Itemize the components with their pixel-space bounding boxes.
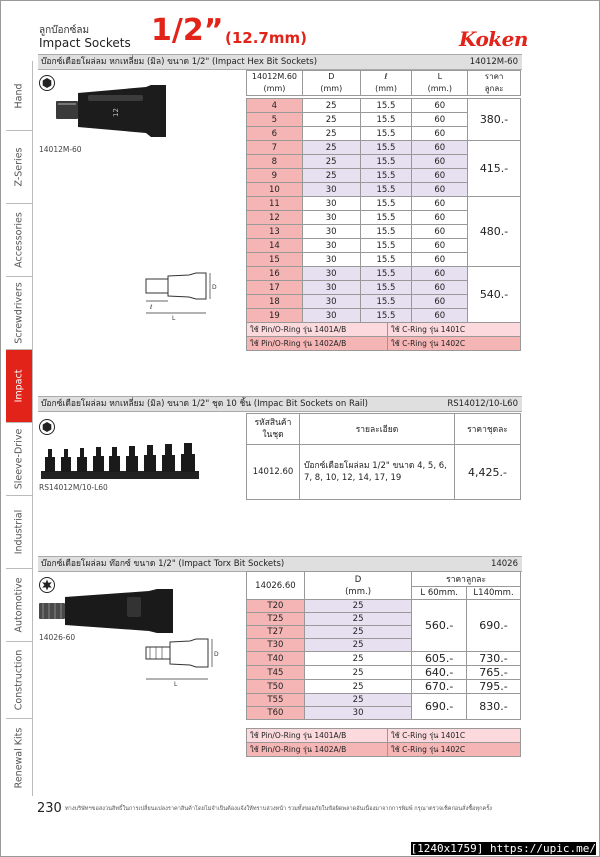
hex-dim-cell: 60: [412, 155, 468, 169]
hex-size-cell: 11: [247, 197, 303, 211]
hex-dim-cell: 30: [302, 225, 360, 239]
tab-sleeve-drive[interactable]: Sleeve-Drive: [6, 423, 32, 496]
hex-dim-cell: 15.5: [360, 197, 412, 211]
torx-price-l60: 560.-: [412, 600, 467, 652]
torx-size-cell: T25: [247, 613, 305, 626]
hex-icon: [39, 75, 55, 91]
hex-dim-cell: 15.5: [360, 239, 412, 253]
torx-dimension-diagram: [134, 637, 226, 687]
svg-text:D: D: [212, 284, 217, 291]
hex-dim-cell: 15.5: [360, 211, 412, 225]
rail-hex-icon: [39, 419, 55, 435]
tab-hand[interactable]: Hand: [6, 61, 32, 131]
header-en-title: Impact Sockets: [39, 36, 131, 50]
hex-dim-cell: 60: [412, 267, 468, 281]
tab-impact[interactable]: Impact: [6, 350, 32, 423]
hex-dim-cell: 15.5: [360, 127, 412, 141]
torx-d-cell: 25: [304, 652, 411, 666]
hex-size-cell: 5: [247, 113, 303, 127]
hex-size-cell: 16: [247, 267, 303, 281]
hex-dimension-diagram: [134, 271, 226, 321]
torx-size-cell: T45: [247, 666, 305, 680]
hex-dim-cell: 60: [412, 169, 468, 183]
torx-price-l140: 795.-: [467, 680, 521, 694]
hex-section-code: 14012M-60: [469, 57, 518, 67]
svg-text:L: L: [174, 681, 178, 687]
torx-socket-photo: [39, 587, 179, 637]
torx-header-d: D (mm.): [304, 572, 411, 600]
tab-z-series[interactable]: Z-Series: [6, 131, 32, 204]
hex-size-cell: 7: [247, 141, 303, 155]
hex-header-size: 14012M.60 (mm): [247, 71, 303, 96]
hex-dim-cell: 15.5: [360, 281, 412, 295]
hex-dim-cell: 15.5: [360, 99, 412, 113]
hex-dim-cell: 15.5: [360, 183, 412, 197]
torx-d-cell: 25: [304, 626, 411, 639]
torx-size-cell: T20: [247, 600, 305, 613]
torx-price-l140: 730.-: [467, 652, 521, 666]
torx-table-row: [247, 600, 521, 613]
torx-header-price: ราคาลูกละ: [412, 572, 521, 587]
hex-dim-cell: 60: [412, 183, 468, 197]
hex-spec-body: [246, 98, 521, 323]
hex-size-cell: 14: [247, 239, 303, 253]
hex-price-cell: 380.-: [468, 99, 521, 141]
hex-dim-cell: 15.5: [360, 267, 412, 281]
hex-size-cell: 10: [247, 183, 303, 197]
hex-dim-cell: 30: [302, 309, 360, 323]
rail-photo-caption: RS14012M/10-L60: [39, 483, 108, 492]
rail-section-code: RS14012/10-L60: [447, 399, 518, 409]
torx-header-l60: L 60mm.: [412, 587, 467, 600]
svg-text:L: L: [172, 315, 176, 321]
torx-price-l140: 830.-: [467, 694, 521, 720]
torx-d-cell: 25: [304, 666, 411, 680]
hex-dim-cell: 30: [302, 239, 360, 253]
torx-price-l60: 605.-: [412, 652, 467, 666]
hex-dim-cell: 60: [412, 141, 468, 155]
torx-d-cell: 30: [304, 707, 411, 720]
torx-header-l140: L140mm.: [467, 587, 521, 600]
torx-price-l140: 765.-: [467, 666, 521, 680]
hex-dim-cell: 30: [302, 295, 360, 309]
brand-logo: Koken: [459, 27, 528, 51]
svg-text:12: 12: [112, 108, 120, 117]
torx-price-l60: 690.-: [412, 694, 467, 720]
hex-oring-1a: ใช้ Pin/O-Ring รุ่น 1401A/B: [247, 323, 388, 337]
hex-dim-cell: 60: [412, 281, 468, 295]
hex-header-l: L (mm.): [412, 71, 468, 96]
svg-text:D: D: [214, 651, 219, 658]
hex-dim-cell: 25: [302, 99, 360, 113]
svg-text:ℓ: ℓ: [150, 304, 153, 311]
hex-dim-cell: 30: [302, 267, 360, 281]
footer-disclaimer: ทางบริษัทฯขอสงวนสิทธิ์ในการเปลี่ยนแปลงราคาสินค้าโดยไม่จำเป็นต้องแจ้งให้ทราบล่วงหน้า รวมทั้งขออภัยในข้อผิดพลาดอันเนื่องมาจากการพิมพ์ กรุณาตรวจเช็คก่อนสั่งซื้อทุกครั้ง: [65, 806, 492, 812]
hex-oring-1b: ใช้ C-Ring รุ่น 1401C: [388, 323, 521, 337]
hex-size-cell: 13: [247, 225, 303, 239]
hex-table-row: [247, 267, 521, 281]
hex-dim-cell: 30: [302, 281, 360, 295]
torx-size-cell: T55: [247, 694, 305, 707]
hex-dim-cell: 30: [302, 183, 360, 197]
tab-industrial[interactable]: Industrial: [6, 496, 32, 569]
rail-header-code: รหัสสินค้า ในชุด: [247, 414, 300, 445]
hex-dim-cell: 15.5: [360, 309, 412, 323]
hex-dim-cell: 25: [302, 141, 360, 155]
hex-price-cell: 480.-: [468, 197, 521, 267]
tab-screwdrivers[interactable]: Screwdrivers: [6, 277, 32, 350]
hex-dim-cell: 60: [412, 239, 468, 253]
hex-size-cell: 19: [247, 309, 303, 323]
torx-oring-1b: ใช้ C-Ring รุ่น 1401C: [388, 729, 521, 743]
page-number: 230: [37, 801, 62, 816]
hex-size-cell: 8: [247, 155, 303, 169]
torx-size-cell: T40: [247, 652, 305, 666]
hex-dim-cell: 15.5: [360, 141, 412, 155]
torx-d-cell: 25: [304, 694, 411, 707]
torx-size-cell: T50: [247, 680, 305, 694]
torx-d-cell: 25: [304, 680, 411, 694]
hex-header-row: [247, 71, 521, 96]
hex-price-cell: 540.-: [468, 267, 521, 323]
hex-price-cell: 415.-: [468, 141, 521, 197]
rail-price: 4,425.-: [455, 445, 521, 500]
hex-dim-cell: 15.5: [360, 113, 412, 127]
rail-item-detail: [300, 445, 455, 500]
hex-size-cell: 4: [247, 99, 303, 113]
hex-dim-cell: 60: [412, 113, 468, 127]
hex-table-row: [247, 99, 521, 113]
torx-price-l60: 670.-: [412, 680, 467, 694]
hex-dim-cell: 15.5: [360, 253, 412, 267]
hex-table-row: [247, 141, 521, 155]
rail-detail-line2: 7, 8, 10, 12, 14, 17, 19: [304, 473, 402, 483]
hex-dim-cell: 30: [302, 253, 360, 267]
hex-dim-cell: 60: [412, 253, 468, 267]
rail-section-bar: [38, 396, 522, 412]
hex-dim-cell: 60: [412, 99, 468, 113]
header-size: 1/2”: [151, 13, 224, 48]
torx-oring-2a: ใช้ Pin/O-Ring รุ่น 1402A/B: [247, 743, 388, 757]
torx-photo-caption: 14026-60: [39, 633, 76, 642]
rail-header-detail: รายละเอียด: [300, 414, 455, 445]
hex-socket-photo: [56, 79, 176, 147]
hex-dim-cell: 60: [412, 225, 468, 239]
rail-set-photo: [41, 441, 201, 483]
rail-item-code: 14012.60: [247, 445, 300, 500]
header-size-mm: (12.7mm): [225, 29, 307, 47]
hex-oring-2a: ใช้ Pin/O-Ring รุ่น 1402A/B: [247, 337, 388, 351]
tab-automotive[interactable]: Automotive: [6, 569, 32, 642]
hex-section-title: บ๊อกซ์เดือยโผล่ลม หกเหลี่ยม (มิล) ขนาด 1/2" (Impact Hex Bit Sockets): [41, 57, 318, 67]
hex-dim-cell: 15.5: [360, 225, 412, 239]
hex-size-cell: 12: [247, 211, 303, 225]
torx-d-cell: 25: [304, 600, 411, 613]
torx-oring-1a: ใช้ Pin/O-Ring รุ่น 1401A/B: [247, 729, 388, 743]
hex-dim-cell: 25: [302, 155, 360, 169]
hex-header-l-small: ℓ (mm): [360, 71, 412, 96]
torx-price-l140: 690.-: [467, 600, 521, 652]
torx-oring-2b: ใช้ C-Ring รุ่น 1402C: [388, 743, 521, 757]
hex-dim-cell: 60: [412, 127, 468, 141]
torx-table-row: [247, 694, 521, 707]
hex-dim-cell: 30: [302, 197, 360, 211]
hex-dim-cell: 15.5: [360, 169, 412, 183]
hex-table-row: [247, 197, 521, 211]
hex-photo-caption: 14012M-60: [39, 145, 82, 154]
hex-size-cell: 18: [247, 295, 303, 309]
torx-table-row: [247, 666, 521, 680]
hex-header-d: D (mm): [302, 71, 360, 96]
torx-table-row: [247, 652, 521, 666]
torx-d-cell: 25: [304, 639, 411, 652]
hex-size-cell: 6: [247, 127, 303, 141]
tab-accessories[interactable]: Accessories: [6, 204, 32, 277]
hex-dim-cell: 15.5: [360, 155, 412, 169]
rail-spec-table: [246, 413, 521, 500]
hex-oring-table: [246, 322, 521, 351]
watermark: [1240x1759] https://upic.me/: [410, 842, 596, 855]
tab-construction[interactable]: Construction: [6, 642, 32, 719]
hex-dim-cell: 25: [302, 169, 360, 183]
torx-oring-table: [246, 728, 521, 757]
torx-size-cell: T27: [247, 626, 305, 639]
hex-size-cell: 17: [247, 281, 303, 295]
header-thai-title: ลูกบ๊อกซ์ลม: [39, 25, 90, 36]
torx-price-l60: 640.-: [412, 666, 467, 680]
torx-table-row: [247, 680, 521, 694]
torx-section-bar: [38, 556, 522, 572]
hex-dim-cell: 15.5: [360, 295, 412, 309]
category-tabs: [6, 61, 32, 796]
rail-detail-line1: บ๊อกซ์เดือยโผล่ลม 1/2" ขนาด 4, 5, 6,: [304, 461, 447, 471]
hex-oring-2b: ใช้ C-Ring รุ่น 1402C: [388, 337, 521, 351]
rail-header-price: ราคาชุดละ: [455, 414, 521, 445]
hex-spec-table: [246, 70, 521, 96]
hex-dim-cell: 60: [412, 295, 468, 309]
hex-dim-cell: 60: [412, 309, 468, 323]
hex-size-cell: 9: [247, 169, 303, 183]
hex-dim-cell: 25: [302, 127, 360, 141]
tab-divider: [32, 61, 33, 796]
torx-section-title: บ๊อกซ์เดือยโผล่ลม ท๊อกซ์ ขนาด 1/2" (Impact Torx Bit Sockets): [41, 559, 285, 569]
hex-section-bar: [38, 54, 522, 70]
rail-section-title: บ๊อกซ์เดือยโผล่ลม หกเหลี่ยม (มิล) ขนาด 1/2" ชุด 10 ชิ้น (Impac Bit Sockets on Rail): [41, 399, 368, 409]
torx-section-code: 14026: [490, 559, 518, 569]
hex-dim-cell: 30: [302, 211, 360, 225]
torx-size-cell: T60: [247, 707, 305, 720]
hex-header-price: ราคา ลูกละ: [468, 71, 521, 96]
tab-renewal-kits[interactable]: Renewal Kits: [13, 727, 25, 788]
hex-dim-cell: 25: [302, 113, 360, 127]
torx-spec-table: [246, 571, 521, 720]
torx-header-code: 14026.60: [247, 572, 305, 600]
torx-size-cell: T30: [247, 639, 305, 652]
hex-dim-cell: 60: [412, 197, 468, 211]
torx-d-cell: 25: [304, 613, 411, 626]
hex-dim-cell: 60: [412, 211, 468, 225]
hex-size-cell: 15: [247, 253, 303, 267]
